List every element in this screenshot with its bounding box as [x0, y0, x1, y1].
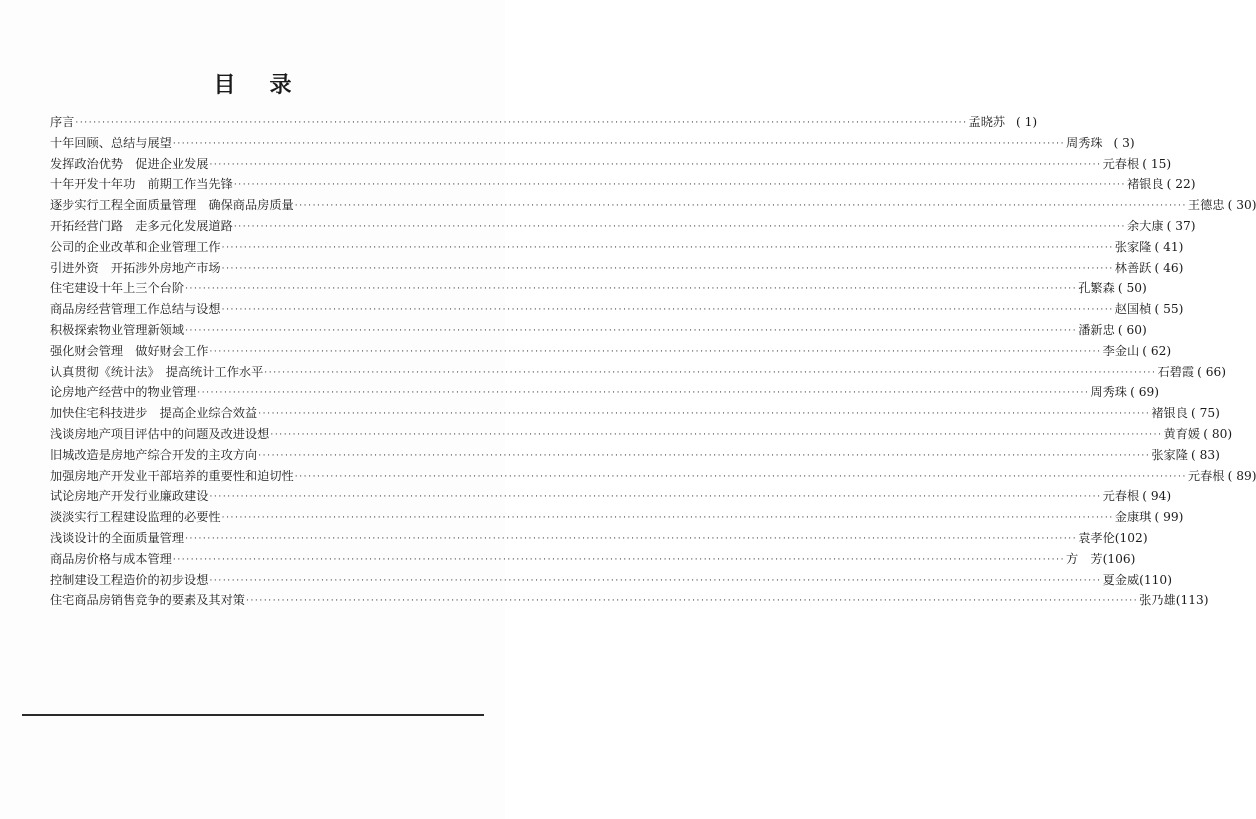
- toc-entry-page: ( 15): [1142, 156, 1172, 171]
- dot-leader: ········································································································································································································: [172, 138, 1066, 149]
- toc-entry[interactable]: [50, 113, 1038, 134]
- toc-entry[interactable]: [50, 404, 1220, 425]
- dot-leader: ········································································································································································································: [185, 533, 1078, 544]
- dot-leader: ········································································································································································································: [233, 221, 1126, 232]
- toc-entry-author: 林善跃: [1114, 260, 1152, 275]
- toc-entry-author: 孔繁森: [1078, 281, 1115, 296]
- toc-entry[interactable]: [50, 342, 1172, 363]
- toc-entry[interactable]: [50, 134, 1135, 155]
- toc-entry[interactable]: [50, 363, 1227, 384]
- toc-entry-title: 旧城改造是房地产综合开发的主攻方向: [50, 447, 258, 462]
- toc-entry[interactable]: [50, 383, 1159, 404]
- toc-entry-title: 积极探索物业管理新领域: [50, 322, 185, 337]
- toc-entry[interactable]: [50, 550, 1136, 571]
- toc-entry-page: (110): [1139, 572, 1172, 587]
- dot-leader: ········································································································································································································: [221, 513, 1114, 524]
- toc-entry-author: 金康琪: [1114, 510, 1152, 525]
- toc-entry-page: ( 75): [1191, 406, 1220, 421]
- toc-entry[interactable]: [50, 446, 1220, 467]
- dot-leader: ········································································································································································································: [264, 367, 1157, 378]
- table-of-contents: [50, 113, 1256, 612]
- toc-entry[interactable]: [50, 300, 1184, 321]
- dot-leader: ········································································································································································································: [185, 325, 1078, 336]
- dot-leader: ········································································································································································································: [270, 429, 1163, 440]
- toc-entry-page: ( 55): [1154, 302, 1184, 317]
- toc-entry-author: 元春根: [1102, 489, 1140, 504]
- toc-entry[interactable]: [50, 591, 1209, 612]
- toc-entry-page: ( 1): [1015, 115, 1038, 129]
- dot-leader: ········································································································································································································: [246, 596, 1139, 607]
- dot-leader: ········································································································································································································: [172, 554, 1066, 565]
- toc-entry-author: 张家隆: [1151, 447, 1188, 462]
- toc-entry-title: 序言: [50, 115, 75, 129]
- dot-leader: ········································································································································································································: [221, 242, 1114, 253]
- toc-entry-title: 浅谈设计的全面质量管理: [50, 530, 185, 545]
- toc-entry-author: 潘新忠: [1078, 322, 1115, 337]
- toc-entry-page: (102): [1114, 530, 1148, 545]
- title-char-2: 录: [269, 73, 292, 98]
- toc-entry-page: ( 3): [1113, 135, 1135, 150]
- toc-entry-title: 逐步实行工程全面质量管理 确保商品房质量: [50, 198, 294, 213]
- page-title: [0, 68, 505, 99]
- toc-entry-page: ( 37): [1166, 218, 1196, 233]
- toc-entry[interactable]: [50, 175, 1196, 196]
- toc-entry-author: 张乃雄: [1139, 593, 1176, 608]
- toc-entry[interactable]: [50, 467, 1256, 488]
- toc-entry-author: 方 芳: [1066, 551, 1103, 566]
- toc-entry-title: 开拓经营门路 走多元化发展道路: [50, 218, 233, 233]
- toc-entry-page: ( 22): [1166, 177, 1196, 192]
- toc-entry-author: 袁孝伦: [1078, 530, 1115, 545]
- toc-entry-page: ( 89): [1227, 468, 1256, 483]
- toc-entry-author: 元春根: [1187, 468, 1225, 483]
- toc-entry-page: ( 80): [1203, 426, 1233, 441]
- toc-entry[interactable]: [50, 508, 1184, 529]
- toc-entry-page: ( 69): [1130, 385, 1159, 400]
- toc-entry-title: 强化财会管理 做好财会工作: [50, 343, 209, 358]
- toc-entry[interactable]: [50, 196, 1256, 217]
- toc-entry-author: 黄育媛: [1163, 426, 1201, 441]
- toc-entry-page: ( 83): [1191, 447, 1220, 462]
- title-char-1: 目: [213, 73, 236, 98]
- toc-entry-title: 试论房地产开发行业廉政建设: [50, 489, 209, 504]
- toc-entry-author: 褚银良: [1151, 406, 1188, 421]
- toc-entry-title: 住宅商品房销售竞争的要素及其对策: [50, 593, 245, 608]
- toc-entry-page: ( 30): [1227, 198, 1256, 213]
- toc-entry-title: 认真贯彻《统计法》 提高统计工作水平: [50, 364, 264, 379]
- toc-entry[interactable]: [50, 425, 1233, 446]
- toc-entry-page: ( 60): [1117, 322, 1147, 337]
- toc-entry[interactable]: [50, 238, 1184, 259]
- toc-entry-title: 十年开发十年功 前期工作当先锋: [50, 177, 233, 192]
- toc-entry-author: 石碧霞: [1157, 364, 1195, 379]
- toc-entry-title: 加强房地产开发业干部培养的重要性和迫切性: [50, 468, 294, 483]
- toc-entry-author: 褚银良: [1126, 177, 1164, 192]
- dot-leader: ········································································································································································································: [209, 346, 1102, 357]
- dot-leader: ········································································································································································································: [75, 118, 968, 128]
- toc-entry[interactable]: [50, 217, 1196, 238]
- toc-entry-author: 元春根: [1102, 156, 1140, 171]
- toc-entry-page: ( 66): [1197, 364, 1227, 379]
- dot-leader: ········································································································································································································: [258, 450, 1151, 461]
- toc-entry-page: (106): [1102, 551, 1136, 566]
- dot-leader: ········································································································································································································: [294, 201, 1187, 212]
- toc-entry-title: 商品房价格与成本管理: [50, 551, 172, 566]
- toc-entry[interactable]: [50, 487, 1172, 508]
- toc-entry[interactable]: [50, 259, 1184, 280]
- toc-entry-page: ( 41): [1154, 239, 1184, 254]
- dot-leader: ········································································································································································································: [294, 471, 1187, 482]
- toc-entry-author: 周秀珠: [1090, 385, 1127, 400]
- toc-entry-author: 孟晓苏: [968, 115, 1006, 129]
- toc-entry-title: 公司的企业改革和企业管理工作: [50, 239, 221, 254]
- bottom-rule: [22, 714, 484, 716]
- toc-entry-page: ( 50): [1117, 281, 1147, 296]
- toc-entry[interactable]: [50, 321, 1147, 342]
- dot-leader: ········································································································································································································: [221, 263, 1114, 274]
- toc-entry-author: 赵国楨: [1114, 302, 1152, 317]
- dot-leader: ········································································································································································································: [209, 492, 1102, 503]
- toc-entry-page: ( 62): [1142, 343, 1172, 358]
- toc-entry-title: 引进外资 开拓涉外房地产市场: [50, 260, 221, 275]
- toc-entry-page: (113): [1175, 593, 1209, 608]
- toc-entry-title: 商品房经营管理工作总结与设想: [50, 302, 221, 317]
- dot-leader: ········································································································································································································: [221, 305, 1114, 316]
- toc-entry-author: 王德忠: [1187, 198, 1225, 213]
- toc-entry-title: 控制建设工程造价的初步设想: [50, 572, 209, 587]
- dot-leader: ········································································································································································································: [209, 159, 1102, 170]
- toc-entry-author: 李金山: [1102, 343, 1140, 358]
- toc-entry[interactable]: [50, 279, 1147, 300]
- toc-entry-author: 余大康: [1126, 218, 1164, 233]
- dot-leader: ········································································································································································································: [258, 409, 1151, 420]
- toc-entry-title: 淡淡实行工程建设监理的必要性: [50, 510, 221, 525]
- toc-entry[interactable]: [50, 529, 1148, 550]
- toc-entry-author: 周秀珠: [1066, 135, 1103, 150]
- dot-leader: ········································································································································································································: [185, 284, 1078, 295]
- toc-entry-author: 夏金威: [1102, 572, 1140, 587]
- toc-entry-author: 张家隆: [1114, 239, 1152, 254]
- dot-leader: ········································································································································································································: [209, 575, 1102, 586]
- toc-entry-title: 加快住宅科技进步 提高企业综合效益: [50, 406, 258, 421]
- toc-entry-title: 发挥政治优势 促进企业发展: [50, 156, 209, 171]
- toc-entry-page: ( 94): [1142, 489, 1172, 504]
- toc-entry[interactable]: [50, 571, 1172, 592]
- dot-leader: ········································································································································································································: [233, 180, 1126, 191]
- toc-entry-title: 十年回顾、总结与展望: [50, 135, 172, 150]
- toc-entry-title: 住宅建设十年上三个台阶: [50, 281, 185, 296]
- toc-entry-page: ( 99): [1154, 510, 1184, 525]
- dot-leader: ········································································································································································································: [197, 388, 1090, 399]
- toc-entry-title: 浅谈房地产项目评估中的问题及改进设想: [50, 426, 270, 441]
- toc-entry[interactable]: [50, 155, 1172, 176]
- toc-entry-page: ( 46): [1154, 260, 1184, 275]
- toc-entry-title: 论房地产经营中的物业管理: [50, 385, 197, 400]
